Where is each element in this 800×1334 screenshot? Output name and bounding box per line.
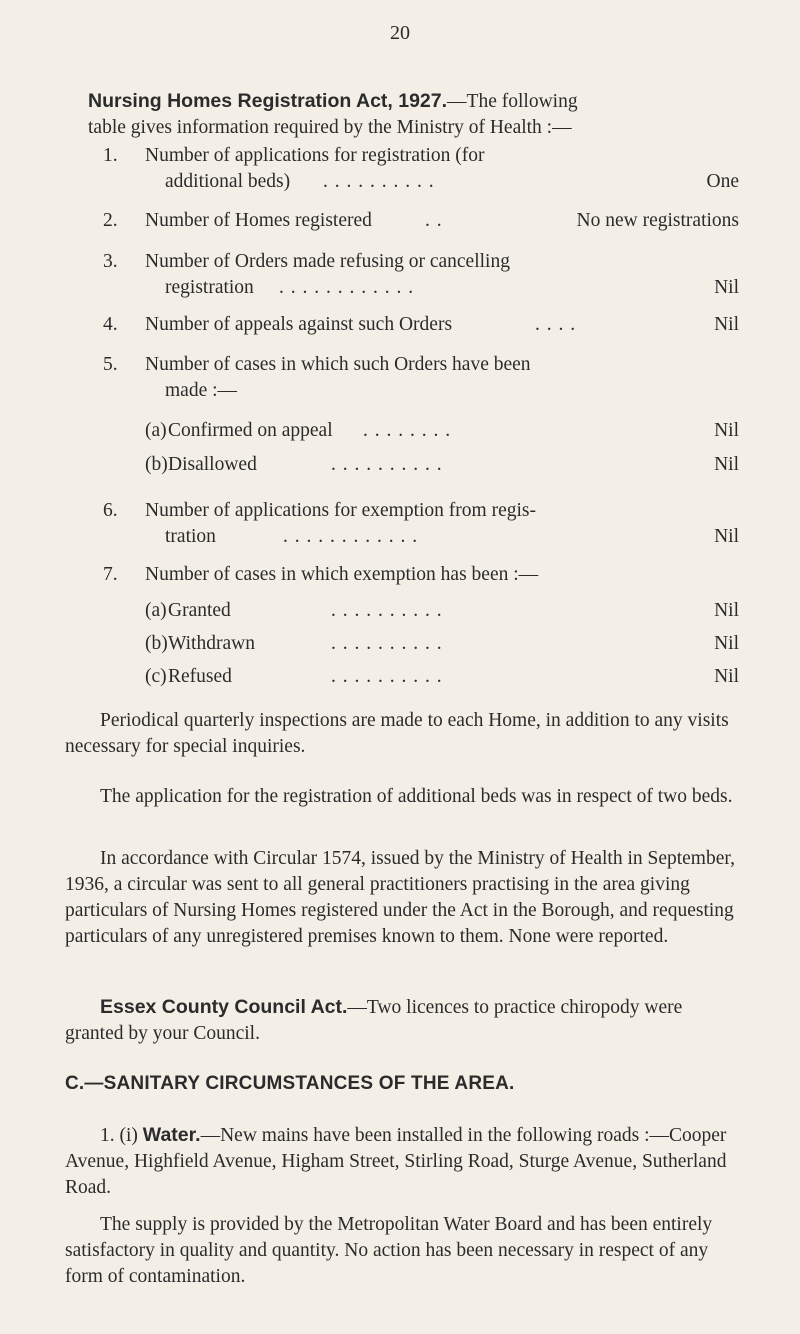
paragraph-essex: [65, 994, 737, 1047]
list-item: 3. Number of Orders made refusing or cancelling registration . . . . . . . . . . . . Nil: [103, 251, 739, 298]
list-item: 7. Number of cases in which exemption has been :—: [103, 564, 539, 585]
nursing-title: Nursing Homes Registration Act, 1927.: [88, 90, 448, 112]
nursing-intro-line2: table gives information required by the Ministry of Health :—: [88, 117, 572, 138]
essex-text: —Two licences to practice chiropody were granted by your Council.: [65, 997, 683, 1044]
list-item: (a) Confirmed on appeal . . . . . . . . Nil: [145, 420, 739, 441]
paragraph-inspections: Periodical quarterly inspections are made to each Home, in addition to any visits necessary for special inquiries.: [65, 710, 729, 757]
list-item: 2. Number of Homes registered . . No new registrations: [103, 210, 739, 231]
list-item: (b) Disallowed . . . . . . . . . . Nil: [145, 454, 739, 475]
essex-title: Essex County Council Act.: [100, 996, 348, 1018]
section-heading-sanitary: C.—SANITARY CIRCUMSTANCES OF THE AREA.: [65, 1073, 515, 1094]
nursing-intro: [88, 88, 738, 141]
water-prefix: 1. (i): [100, 1125, 138, 1146]
nursing-intro-rest: —The following: [447, 91, 578, 112]
list-item: 1. Number of applications for registration (for additional beds) . . . . . . . . . . One: [103, 145, 739, 192]
water-text: —New mains have been installed in the following roads :—Cooper Avenue, Highfield Avenue, Higham Street, Stirling Road, Sturge Avenue, Sutherland Road.: [65, 1125, 727, 1198]
list-item: (b) Withdrawn . . . . . . . . . . Nil: [145, 633, 739, 654]
paragraph-circular: In accordance with Circular 1574, issued by the Ministry of Health in September, 1936, a circular was sent to all general practitioners practising in the area giving particulars of Nursing Homes registered under the Act in the Borough, and requesting particulars of any unregistered premises known to them. None were reported.: [65, 848, 735, 947]
page-number: 20: [390, 22, 410, 44]
paragraph-water: [65, 1122, 737, 1201]
paragraph-water-supply: The supply is provided by the Metropolitan Water Board and has been entirely satisfactory in quality and quantity. No action has been necessary in respect of any form of contamination.: [65, 1214, 713, 1287]
water-title: Water.: [142, 1124, 201, 1146]
list-item: (c) Refused . . . . . . . . . . Nil: [145, 666, 739, 687]
paragraph-additional-beds: The application for the registration of additional beds was in respect of two beds.: [100, 786, 733, 807]
list-item: 5. Number of cases in which such Orders have been made :—: [103, 354, 531, 401]
list-item: (a) Granted . . . . . . . . . . Nil: [145, 600, 739, 621]
list-item: 4. Number of appeals against such Orders . . . . Nil: [103, 314, 739, 335]
list-item: 6. Number of applications for exemption from regis- tration . . . . . . . . . . . . Nil: [103, 500, 739, 547]
